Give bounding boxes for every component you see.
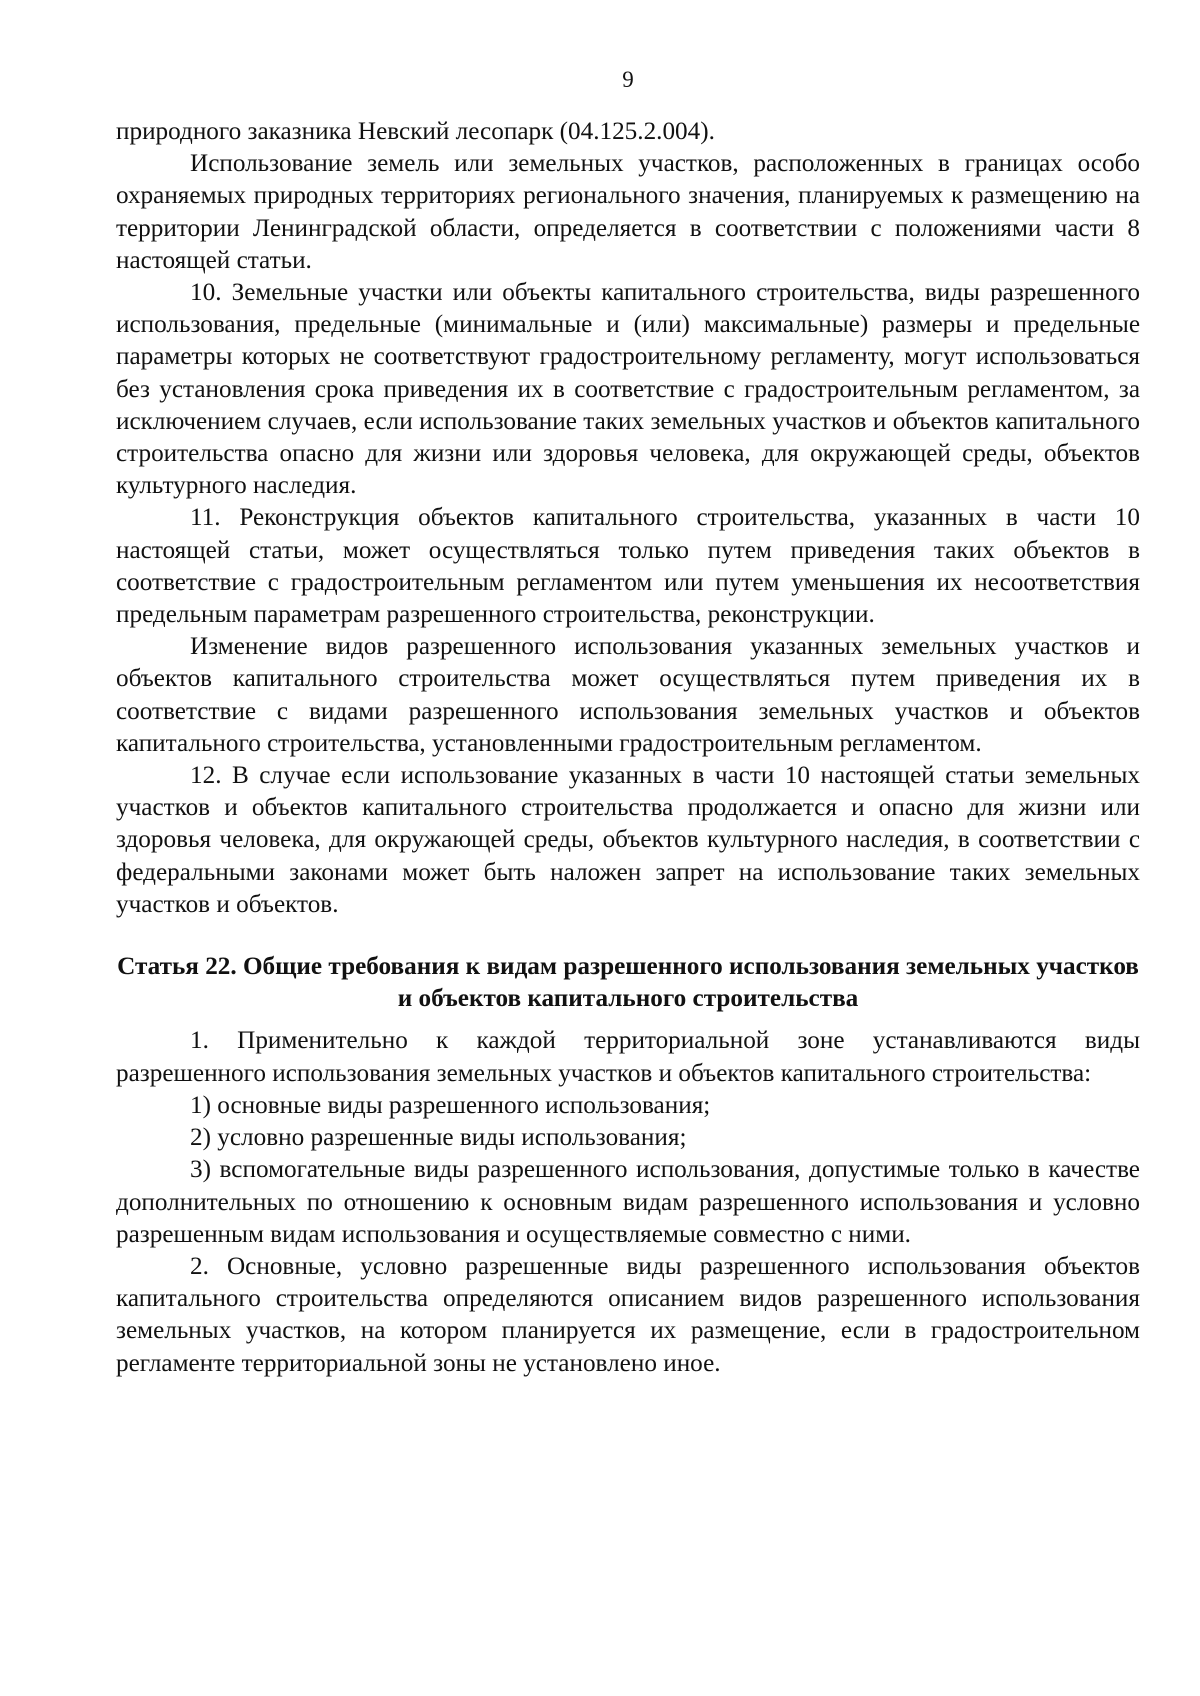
paragraph-item-12: 12. В случае если использование указанных в части 10 настоящей статьи земельных участков и объектов капитального строительства продолжается и опасно для жизни или здоровья человека, для окружающей среды, объектов культурного наследия, в соответствии с федеральными законами может быть наложен запрет на использование таких земельных участков и объектов.	[116, 762, 1140, 918]
paragraph-item-11: 11. Реконструкция объектов капитального строительства, указанных в части 10 настоящей статьи, может осуществляться только путем приведения таких объектов в соответствие с градостроительным регламентом или путем уменьшения их несоответствия предельным параметрам разрешенного строительства, реконструкции.	[116, 504, 1140, 629]
paragraph: Использование земель или земельных участков, расположенных в границах особо охраняемых природных территориях регионального значения, планируемых к размещению на территории Ленинградской области, определяется в соответствии с положениями части 8 настоящей статьи.	[116, 150, 1140, 274]
article-heading: Статья 22. Общие требования к видам разрешенного использования земельных участков и объектов капитального строительства	[117, 953, 1139, 1013]
paragraph-item-2: 2. Основные, условно разрешенные виды разрешенного использования объектов капитального строительства определяются описанием видов разрешенного использования земельных участков, на котором планируется их размещение, если в градостроительном регламенте территориальной зоны не установлено иное.	[116, 1252, 1140, 1377]
list-item: 1) основные виды разрешенного использования;	[190, 1091, 711, 1119]
paragraph: Изменение видов разрешенного использования указанных земельных участков и объектов капитального строительства может осуществляться путем приведения их в соответствие с видами разрешенного использования земельных участков и объектов капитального строительства, установленными градостроительным регламентом.	[116, 633, 1140, 757]
list-item: 2) условно разрешенные виды использования;	[190, 1124, 687, 1152]
list-item: 3) вспомогательные виды разрешенного использования, допустимые только в качестве дополнительных по отношению к основным видам разрешенного использования и условно разрешенным видам использования и осуществляемые совместно с ними.	[116, 1156, 1140, 1248]
paragraph-item-10: 10. Земельные участки или объекты капитального строительства, виды разрешенного использования, предельные (минимальные и (или) максимальные) размеры и предельные параметры которых не соответствуют градостроительному регламенту, могут использоваться без установления срока приведения их в соответствие с градостроительным регламентом, за исключением случаев, если использование таких земельных участков и объектов капитального строительства опасно для жизни или здоровья человека, для окружающей среды, объектов культурного наследия.	[116, 279, 1140, 500]
paragraph-item-1: 1. Применительно к каждой территориальной зоне устанавливаются виды разрешенного использования земельных участков и объектов капитального строительства:	[116, 1027, 1140, 1087]
paragraph-continuation: природного заказника Невский лесопарк (04.125.2.004).	[116, 118, 715, 145]
page-number: 9	[622, 67, 634, 92]
